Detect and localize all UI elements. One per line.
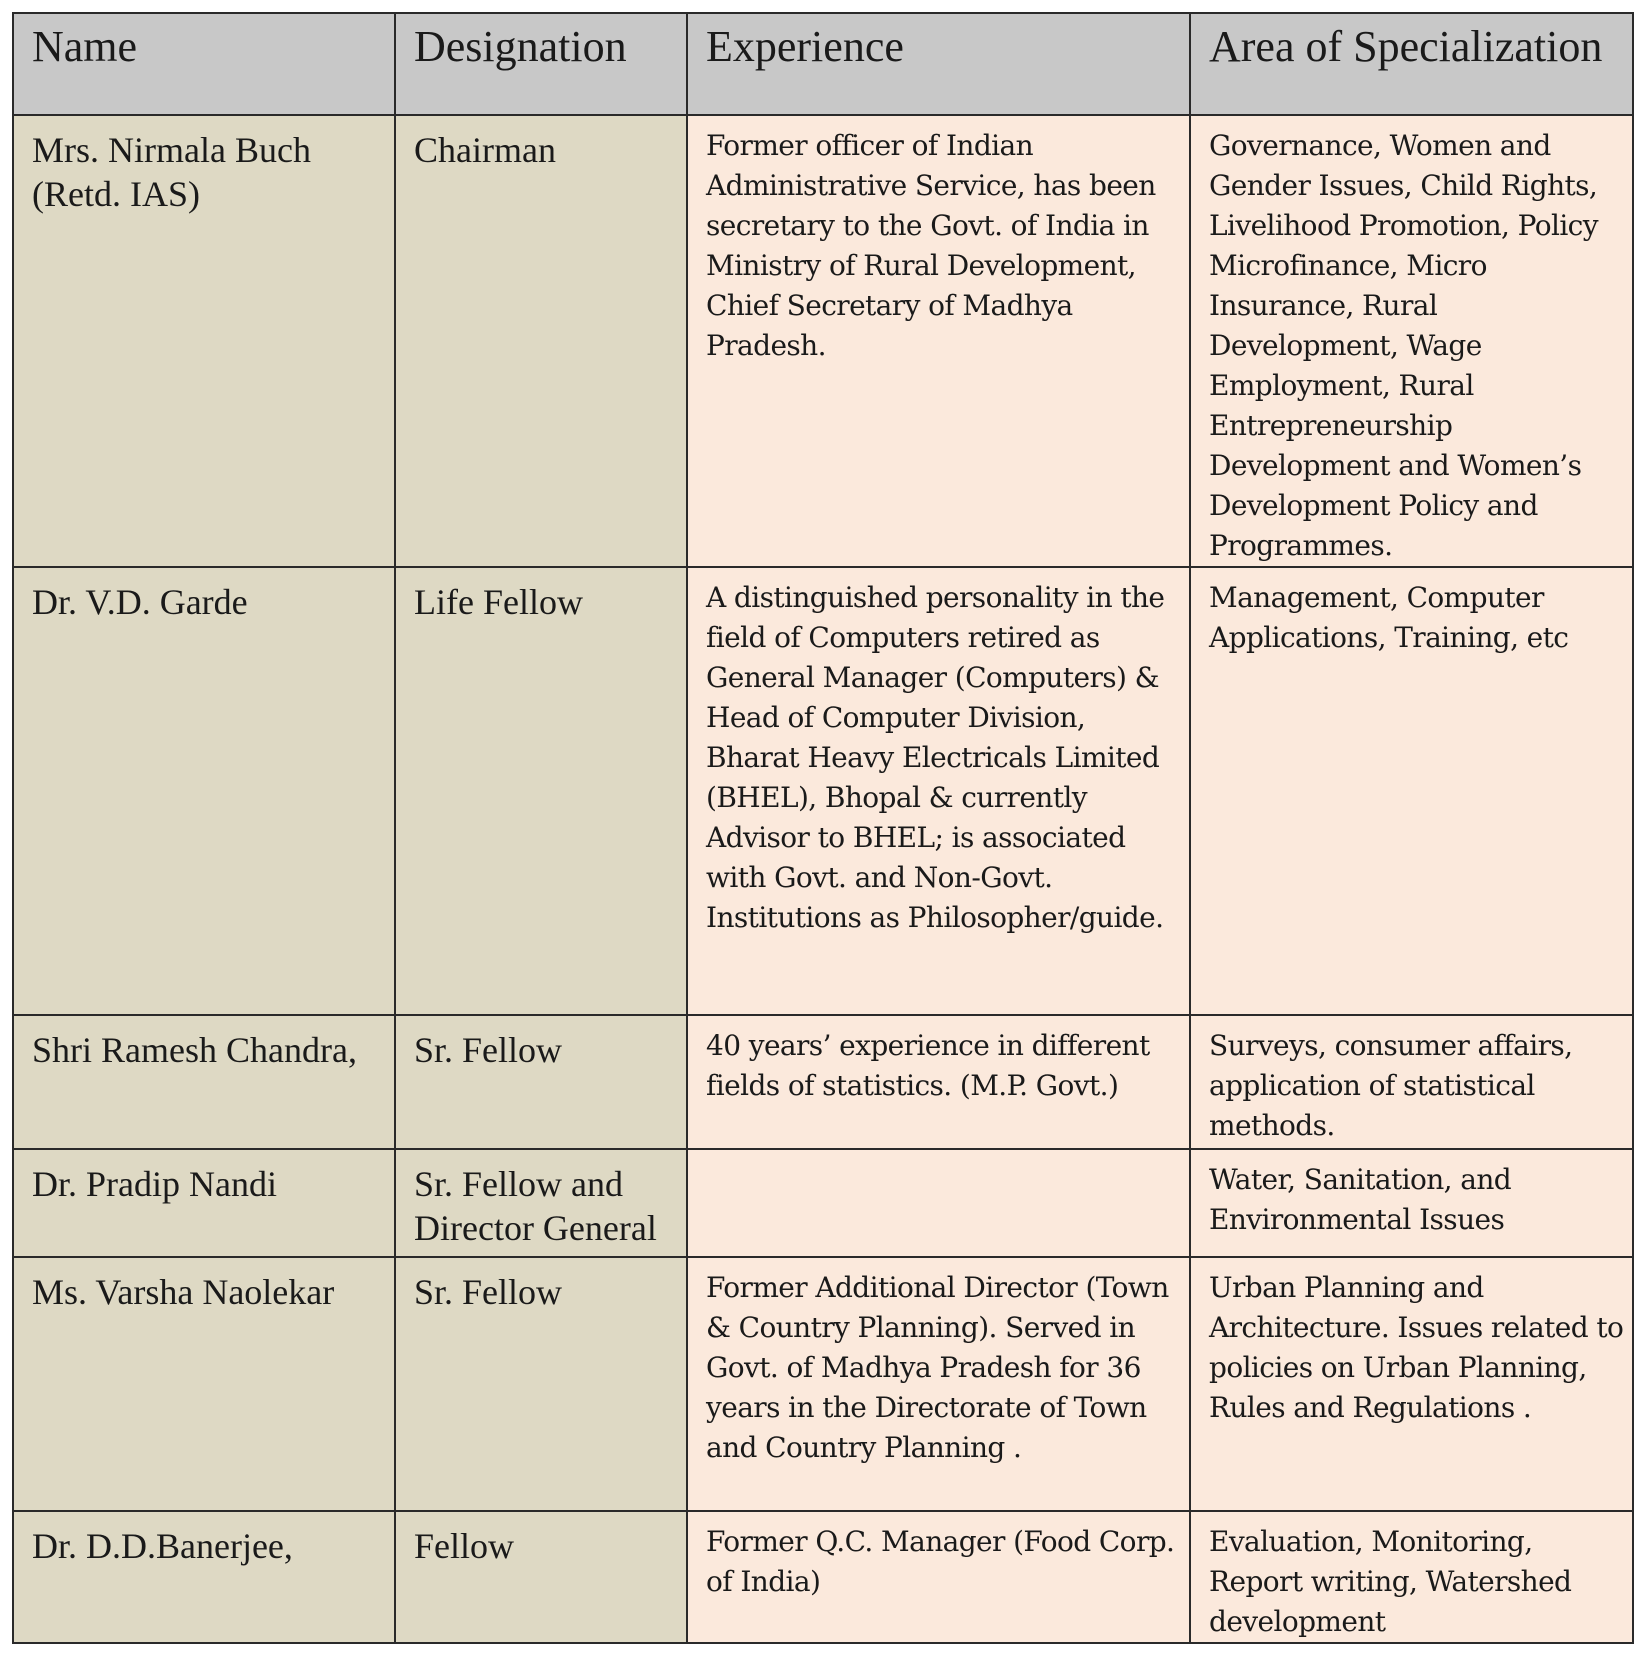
table-row	[13, 1015, 1633, 1149]
cell-designation: Sr. Fellow	[395, 1015, 687, 1149]
table-row	[13, 1149, 1633, 1257]
cell-area: Water, Sanitation, and Environmental Issues	[1190, 1149, 1633, 1257]
cell-name: Dr. Pradip Nandi	[13, 1149, 395, 1257]
cell-name: Shri Ramesh Chandra,	[13, 1015, 395, 1149]
cell-area: Urban Planning and Architecture. Issues related to policies on Urban Planning, Rules and Regulations .	[1190, 1257, 1633, 1511]
table-row	[13, 567, 1633, 1015]
cell-experience: Former Additional Director (Town & Country Planning). Served in Govt. of Madhya Pradesh for 36 years in the Directorate of Town and Country Planning .	[687, 1257, 1190, 1511]
cell-designation: Chairman	[395, 115, 687, 567]
cell-area: Governance, Women and Gender Issues, Child Rights, Livelihood Promotion, Policy Microfinance, Micro Insurance, Rural Development, Wage Employment, Rural Entrepreneurship Development and Women’s Development Policy and Programmes.	[1190, 115, 1633, 567]
cell-area: Evaluation, Monitoring, Report writing, Watershed development	[1190, 1511, 1633, 1643]
header-row	[13, 13, 1633, 115]
cell-designation: Sr. Fellow	[395, 1257, 687, 1511]
header-name: Name	[13, 13, 395, 115]
cell-area: Surveys, consumer affairs, application of statistical methods.	[1190, 1015, 1633, 1149]
header-designation: Designation	[395, 13, 687, 115]
header-area: Area of Specialization	[1190, 13, 1633, 115]
fellows-table	[12, 12, 1634, 1644]
cell-experience: Former Q.C. Manager (Food Corp. of India)	[687, 1511, 1190, 1643]
cell-experience: Former officer of Indian Administrative Service, has been secretary to the Govt. of India in Ministry of Rural Development, Chief Secretary of Madhya Pradesh.	[687, 115, 1190, 567]
table-row	[13, 1257, 1633, 1511]
cell-experience: A distinguished personality in the field of Computers retired as General Manager (Computers) & Head of Computer Division, Bharat Heavy Electricals Limited (BHEL), Bhopal & currently Advisor to BHEL; is associated with Govt. and Non-Govt. Institutions as Philosopher/guide.	[687, 567, 1190, 1015]
cell-designation: Sr. Fellow and Director General	[395, 1149, 687, 1257]
cell-experience	[687, 1149, 1190, 1257]
cell-area: Management, Computer Applications, Training, etc	[1190, 567, 1633, 1015]
cell-designation: Fellow	[395, 1511, 687, 1643]
cell-name: Ms. Varsha Naolekar	[13, 1257, 395, 1511]
table-row	[13, 1511, 1633, 1643]
cell-name: Mrs. Nirmala Buch (Retd. IAS)	[13, 115, 395, 567]
header-experience: Experience	[687, 13, 1190, 115]
cell-experience: 40 years’ experience in different fields of statistics. (M.P. Govt.)	[687, 1015, 1190, 1149]
cell-name: Dr. D.D.Banerjee,	[13, 1511, 395, 1643]
cell-designation: Life Fellow	[395, 567, 687, 1015]
table-row	[13, 115, 1633, 567]
cell-name: Dr. V.D. Garde	[13, 567, 395, 1015]
